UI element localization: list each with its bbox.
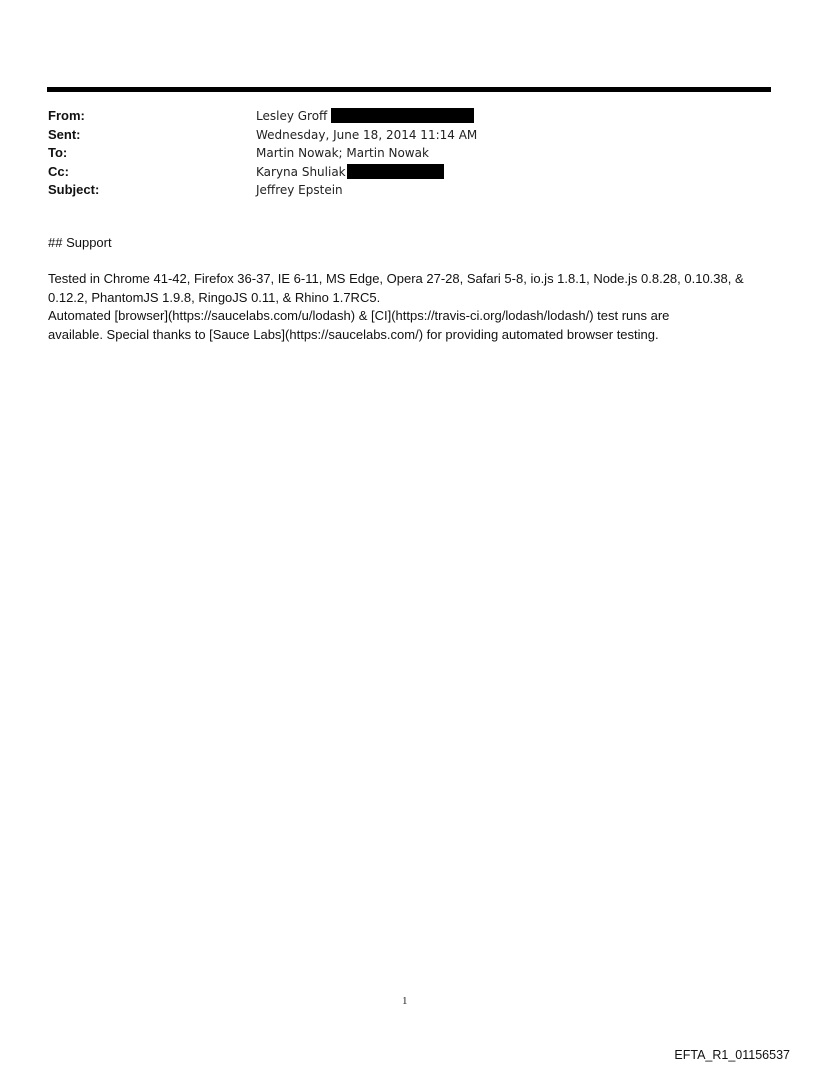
body-line: available. Special thanks to [Sauce Labs](https://saucelabs.com/) for providing automated browser testing. bbox=[48, 326, 659, 342]
subject-label: Subject: bbox=[48, 182, 100, 197]
page-number: 1 bbox=[402, 995, 408, 1007]
body-line: 0.12.2, PhantomJS 1.9.8, RingoJS 0.11, & Rhino 1.7RC5. bbox=[48, 289, 381, 305]
to-label: To: bbox=[48, 145, 68, 160]
sent-label: Sent: bbox=[48, 126, 81, 142]
body-line: Tested in Chrome 41-42, Firefox 36-37, IE 6-11, MS Edge, Opera 27-28, Safari 5-8, io.js 1.8.1, Node.js 0.8.28, 0.10.38, & bbox=[48, 271, 744, 286]
header-divider bbox=[47, 87, 771, 92]
to-value: Martin Nowak; Martin Nowak bbox=[256, 146, 429, 160]
subject-value: Jeffrey Epstein bbox=[256, 183, 343, 197]
body-line: Automated [browser](https://saucelabs.com/u/lodash) & [CI](https://travis-ci.org/lodash/lodash/) test runs are bbox=[48, 308, 670, 323]
cc-name: Karyna Shuliak bbox=[256, 164, 346, 179]
cc-value bbox=[256, 163, 444, 182]
cc-label: Cc: bbox=[48, 163, 69, 179]
redaction-box bbox=[347, 164, 444, 179]
document-id: EFTA_R1_01156537 bbox=[674, 1048, 790, 1062]
from-label: From: bbox=[48, 108, 85, 123]
redaction-box bbox=[331, 108, 474, 123]
from-value bbox=[256, 107, 474, 126]
sent-value: Wednesday, June 18, 2014 11:14 AM bbox=[256, 127, 478, 142]
support-heading: ## Support bbox=[48, 235, 112, 250]
from-name: Lesley Groff bbox=[256, 109, 328, 123]
email-body bbox=[48, 270, 778, 344]
